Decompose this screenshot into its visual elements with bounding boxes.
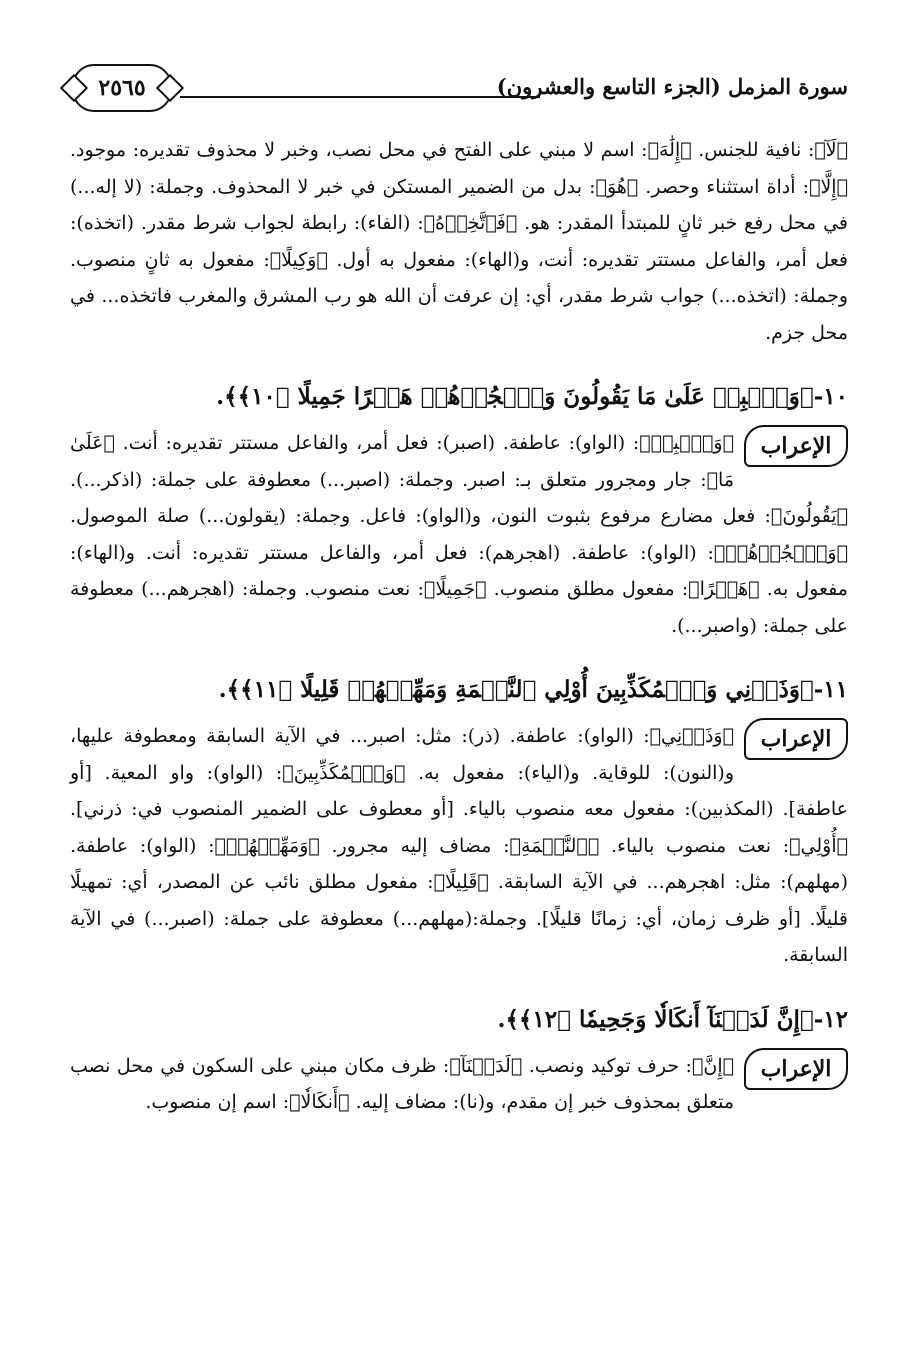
spacer: [70, 644, 848, 654]
section-verse-11: [70, 670, 848, 974]
verse-11-irab-text: ﴿وَذَرۡنِي﴾: (الواو): عاطفة. (ذر): مثل: اصبر... في الآية السابقة ومعطوفة عليها، و(النون): للوقاية. و(الياء): مفعول به. ﴿وَٱلۡمُكَذِّبِينَ﴾: (الواو): واو المعية. [أو عاطفة]. (المكذبين): مفعول معه منصوب بالياء. [أو معطوف على الضمير المنصوب في: ذرني]. ﴿أُوْلِي﴾: نعت منصوب بالياء. ﴿ٱلنَّعۡمَةِ﴾: مضاف إليه مجرور. ﴿وَمَهِّلۡهُمۡ﴾: (الواو): عاطفة. (مهلهم): مثل: اهجرهم... في الآية السابقة. ﴿قَلِيلًا﴾: مفعول مطلق نائب عن المصدر، أي: تمهيلًا قليلًا. [أو ظرف زمان، أي: زمانًا قليلًا]. وجملة:(مهلهم...) معطوفة على جملة: (اصبر...) في الآية السابقة.: [70, 725, 848, 966]
page-header: [72, 64, 848, 114]
verse-11-heading: ١١-﴿وَذَرۡنِي وَٱلۡمُكَذِّبِينَ أُوْلِي ٱلنَّعۡمَةِ وَمَهِّلۡهُمۡ قَلِيلًا ﴿١١﴾﴾.: [218, 676, 848, 703]
verse-11-irab: [70, 718, 848, 974]
section-verse-10: [70, 377, 848, 644]
page-number-badge: ٢٥٦٥: [72, 64, 172, 112]
verse-12-irab: [70, 1048, 848, 1121]
irab-badge: الإعراب: [744, 425, 848, 467]
irab-badge: الإعراب: [744, 1048, 848, 1090]
verse-12-heading: ١٢-﴿إِنَّ لَدَيۡنَآ أَنكَالٗا وَجَحِيمٗا ﴿١٢﴾﴾.: [497, 1005, 848, 1033]
running-title: سورة المزمل (الجزء التاسع والعشرون): [496, 74, 848, 99]
verse-10-irab-text: ﴿وَٱصۡبِرۡ﴾: (الواو): عاطفة. (اصبر): فعل أمر، والفاعل مستتر تقديره: أنت. ﴿عَلَىٰ مَا﴾: جار ومجرور متعلق بـ: اصبر. وجملة: (اصبر...) معطوفة على جملة: (اذكر...). ﴿يَقُولُونَ﴾: فعل مضارع مرفوع بثبوت النون، و(الواو): فاعل. وجملة: (يقولون...) صلة الموصول. ﴿وَٱهۡجُرۡهُمۡ﴾: (الواو): عاطفة. (اهجرهم): فعل أمر، والفاعل مستتر تقديره: أنت. و(الهاء): مفعول به. ﴿هَجۡرًا﴾: مفعول مطلق منصوب. ﴿جَمِيلًا﴾: نعت منصوب. وجملة: (اهجرهم...) معطوفة على جملة: (واصبر...).: [70, 432, 848, 637]
page-body: [70, 132, 848, 1121]
verse-10-heading: ١٠-﴿وَٱصۡبِرۡ عَلَىٰ مَا يَقُولُونَ وَٱهۡجُرۡهُمۡ هَجۡرًا جَمِيلًا ﴿١٠﴾﴾.: [216, 383, 848, 410]
intro-paragraph: ﴿لَآ﴾: نافية للجنس. ﴿إِلَٰهَ﴾: اسم لا مبني على الفتح في محل نصب، وخبر لا محذوف تقديره: موجود. ﴿إِلَّا﴾: أداة استثناء وحصر. ﴿هُوَ﴾: بدل من الضمير المستكن في خبر لا المحذوف. وجملة: (لا إله...) في محل رفع خبر ثانٍ للمبتدأ المقدر: هو. ﴿فَٱتَّخِذۡهُ﴾: (الفاء): رابطة لجواب شرط مقدر. (اتخذه): فعل أمر، والفاعل مستتر تقديره: أنت، و(الهاء): مفعول به أول. ﴿وَكِيلًا﴾: مفعول به ثانٍ منصوب. وجملة: (اتخذه...) جواب شرط مقدر، أي: إن عرفت أن الله هو رب المشرق والمغرب فاتخذه... في محل جزم.: [70, 139, 848, 344]
header-rule: [180, 96, 540, 98]
spacer: [70, 974, 848, 984]
verse-12-irab-text: ﴿إِنَّ﴾: حرف توكيد ونصب. ﴿لَدَيۡنَآ﴾: ظرف مكان مبني على السكون في محل نصب متعلق بمحذوف خبر إن مقدم، و(نا): مضاف إليه. ﴿أَنكَالٗا﴾: اسم إن منصوب.: [70, 1054, 734, 1113]
irab-badge: الإعراب: [744, 718, 848, 760]
section-verse-12: [70, 1000, 848, 1121]
spacer: [70, 351, 848, 361]
verse-10-irab: [70, 425, 848, 644]
